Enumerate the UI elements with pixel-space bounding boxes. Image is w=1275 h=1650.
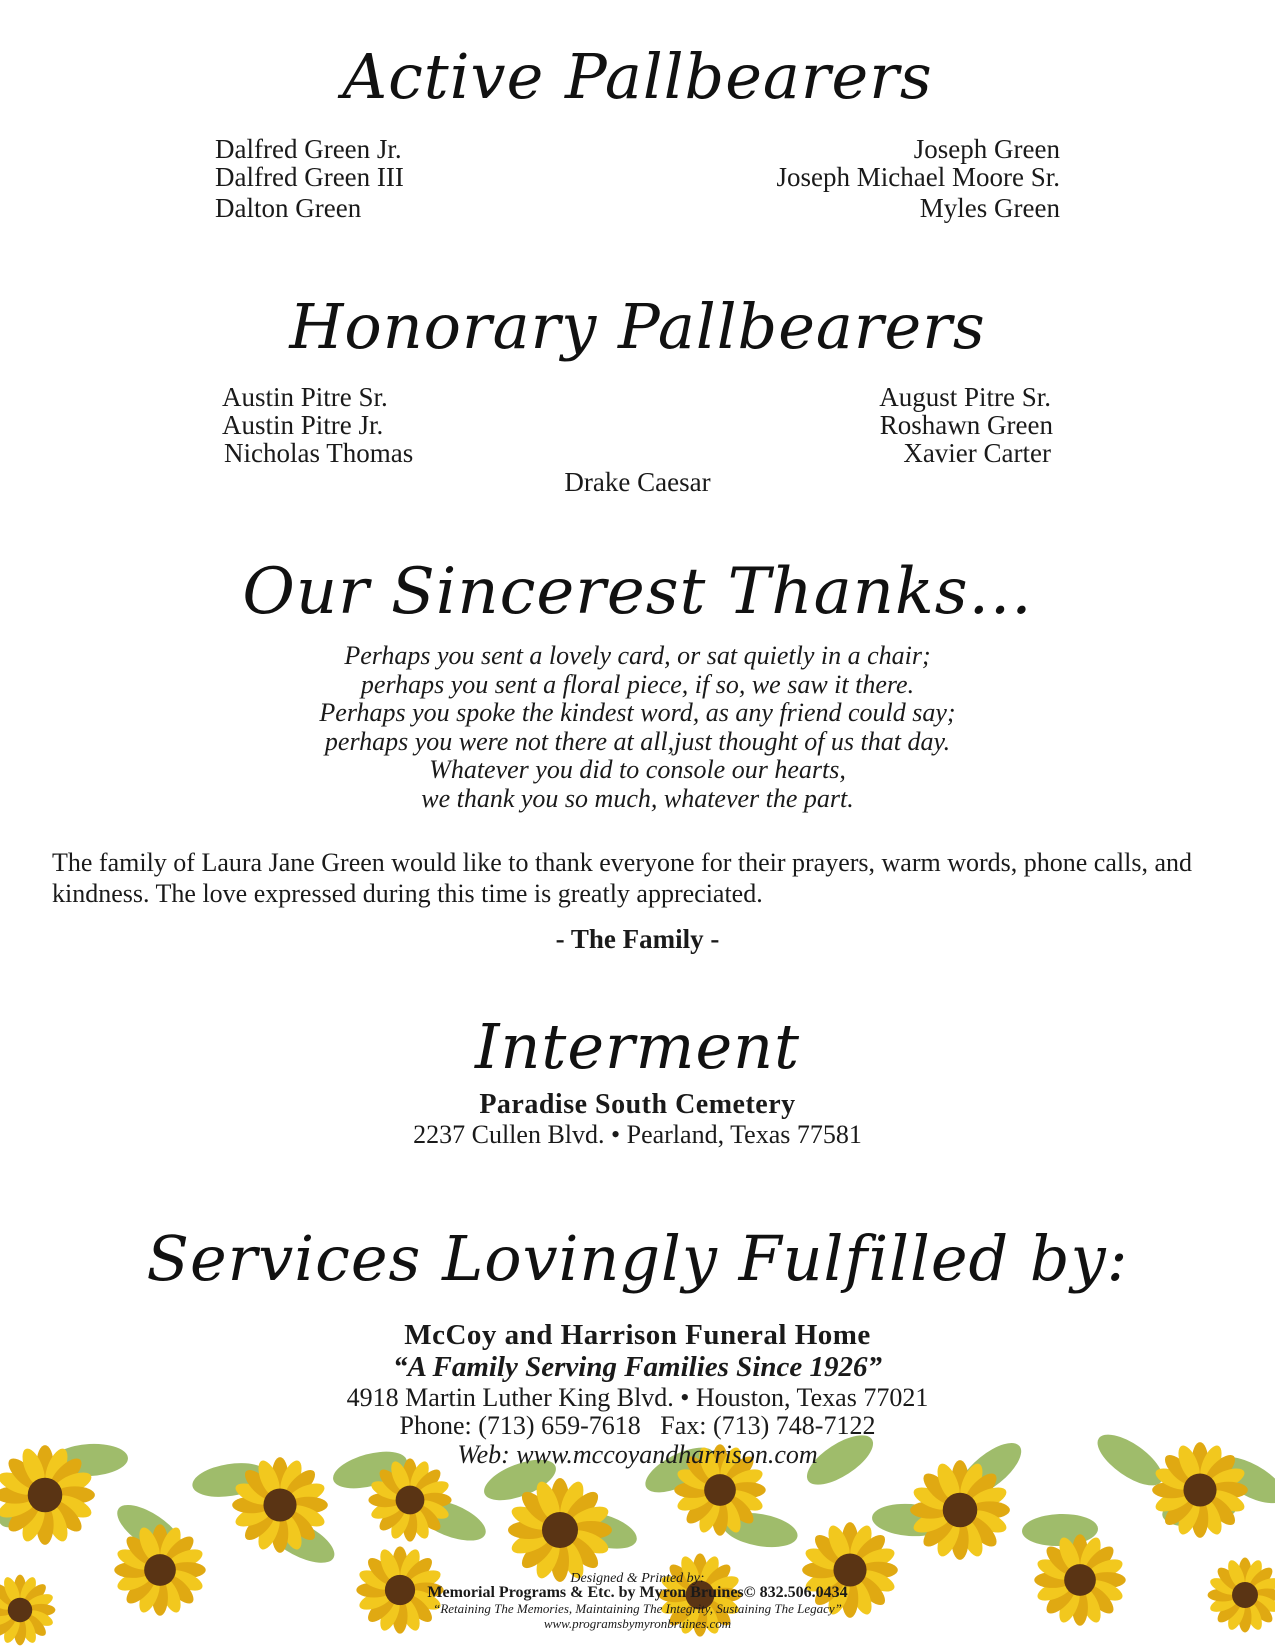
honorary-center-name: Drake Caesar — [564, 467, 711, 497]
honorary-right-name-3: Xavier Carter — [903, 438, 1051, 468]
cemetery-address: 2237 Cullen Blvd. • Pearland, Texas 77581 — [413, 1120, 862, 1149]
honorary-pallbearers-heading: Honorary Pallbearers — [289, 290, 986, 363]
family-thanks-paragraph: The family of Laura Jane Green would like to thank everyone for their prayers, warm words, phone calls, and kindness. The love expressed during this time is greatly appreciated. — [52, 848, 1192, 908]
sunflower-icon — [368, 1458, 451, 1541]
poem-line-1: Perhaps you sent a lovely card, or sat quietly in a chair; — [344, 641, 931, 670]
active-left-name-2: Dalfred Green III — [215, 162, 404, 192]
funeral-home-web: Web: www.mccoyandharrison.com — [457, 1440, 818, 1469]
active-right-name-2: Joseph Michael Moore Sr. — [776, 162, 1060, 192]
poem-line-4: perhaps you were not there at all,just thought of us that day. — [324, 726, 951, 756]
funeral-home-phone: Phone: (713) 659-7618 Fax: (713) 748-7122 — [399, 1411, 876, 1440]
honorary-left-name-2: Austin Pitre Jr. — [222, 410, 384, 440]
poem-line-5: Whatever you did to console our hearts, — [429, 755, 846, 784]
active-left-name-3: Dalton Green — [215, 193, 362, 223]
funeral-home-address: 4918 Martin Luther King Blvd. • Houston, Texas 77021 — [346, 1383, 929, 1412]
active-right-name-3: Myles Green — [919, 193, 1060, 223]
poem-line-2: perhaps you sent a floral piece, if so, we saw it there. — [360, 669, 915, 699]
sunflower-icon — [910, 1460, 1010, 1560]
poem-line-3: Perhaps you spoke the kindest word, as any friend could say; — [319, 698, 956, 727]
family-signature: - The Family - — [555, 924, 720, 954]
honorary-left-name-1: Austin Pitre Sr. — [222, 382, 388, 412]
interment-heading: Interment — [475, 1010, 800, 1083]
active-right-name-1: Joseph Green — [913, 134, 1060, 164]
sunflower-icon — [232, 1457, 328, 1553]
thanks-poem — [0, 642, 1275, 813]
honorary-right-name-2: Roshawn Green — [879, 410, 1053, 440]
sunflower-icon — [508, 1478, 612, 1582]
credits-website: www.programsbymyronbruines.com — [543, 1616, 732, 1631]
active-left-name-1: Dalfred Green Jr. — [215, 134, 402, 164]
honorary-right-name-1: August Pitre Sr. — [879, 382, 1051, 412]
funeral-home-slogan: “A Family Serving Families Since 1926” — [392, 1351, 882, 1383]
credits-tagline: “Retaining The Memories, Maintaining The Integrity, Sustaining The Legacy” — [433, 1601, 842, 1616]
thanks-heading: Our Sincerest Thanks... — [242, 555, 1033, 629]
active-pallbearers-heading: Active Pallbearers — [342, 40, 933, 113]
funeral-home-name: McCoy and Harrison Funeral Home — [404, 1319, 871, 1351]
credits-designed-by: Designed & Printed by: — [570, 1571, 705, 1586]
honorary-left-name-3: Nicholas Thomas — [224, 438, 414, 468]
credits-company: Memorial Programs & Etc. by Myron Bruines© 832.506.0434 — [427, 1584, 848, 1601]
services-heading: Services Lovingly Fulfilled by: — [146, 1222, 1129, 1295]
poem-line-6: we thank you so much, whatever the part. — [421, 783, 854, 813]
cemetery-name: Paradise South Cemetery — [479, 1089, 796, 1120]
